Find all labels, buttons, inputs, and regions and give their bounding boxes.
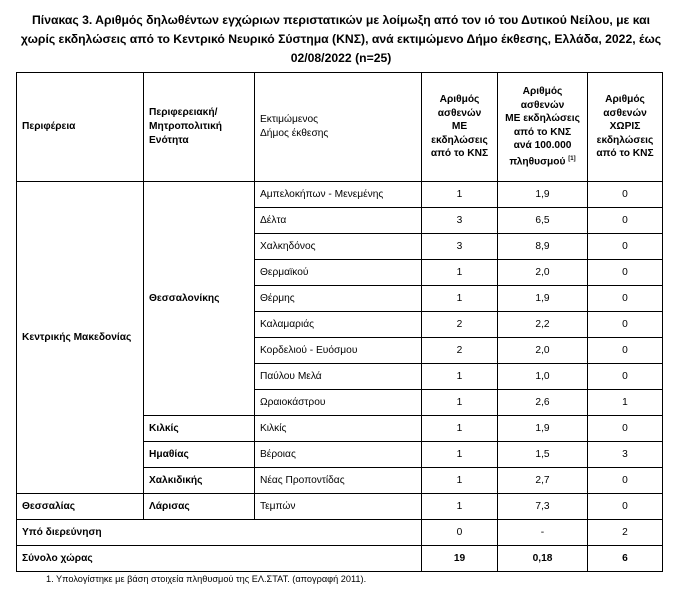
- with-cns-cell: 3: [422, 208, 498, 234]
- header-rate: Αριθμός ασθενών ΜΕ εκδηλώσεις από το ΚΝΣ ανά 100.000 πληθυσμού [1]: [498, 73, 588, 182]
- municipality-cell: Νέας Προποντίδας: [255, 468, 422, 494]
- municipality-cell: Δέλτα: [255, 208, 422, 234]
- without-cns-cell: 0: [588, 234, 663, 260]
- footnote: 1. Υπολογίστηκε με βάση στοιχεία πληθυσμού της ΕΛ.ΣΤΑΤ. (απογραφή 2011).: [46, 574, 367, 584]
- with-cns-cell: 1: [422, 260, 498, 286]
- municipality-cell: Χαλκηδόνος: [255, 234, 422, 260]
- rate-cell: 2,2: [498, 312, 588, 338]
- without-cns-cell: 0: [588, 286, 663, 312]
- without-cns-cell: 0: [588, 260, 663, 286]
- without-cns-cell: 0: [588, 468, 663, 494]
- unit-cell: Θεσσαλονίκης: [144, 182, 255, 416]
- without-cns-cell: 0: [588, 494, 663, 520]
- without-cns-cell: 0: [588, 312, 663, 338]
- total-without-cns: 6: [588, 546, 663, 572]
- footnote-ref: [1]: [568, 155, 576, 162]
- rate-cell: 1,9: [498, 182, 588, 208]
- total-row: [17, 546, 663, 572]
- rate-cell: 7,3: [498, 494, 588, 520]
- header-unit: Περιφερειακή/ Μητροπολιτική Ενότητα: [144, 73, 255, 182]
- without-cns-cell: 0: [588, 364, 663, 390]
- header-without-cns: Αριθμός ασθενών ΧΩΡΙΣ εκδηλώσεις από το ΚΝΣ: [588, 73, 663, 182]
- municipality-cell: Καλαμαριάς: [255, 312, 422, 338]
- header-municipality: Εκτιμώμενος Δήμος έκθεσης: [255, 73, 422, 182]
- with-cns-cell: 0: [422, 520, 498, 546]
- rate-cell: 2,6: [498, 390, 588, 416]
- municipality-cell: Αμπελοκήπων - Μενεμένης: [255, 182, 422, 208]
- municipality-cell: Κιλκίς: [255, 416, 422, 442]
- with-cns-cell: 1: [422, 416, 498, 442]
- with-cns-cell: 1: [422, 442, 498, 468]
- municipality-cell: Κορδελιού - Ευόσμου: [255, 338, 422, 364]
- without-cns-cell: 1: [588, 390, 663, 416]
- municipality-cell: Βέροιας: [255, 442, 422, 468]
- rate-cell: 1,5: [498, 442, 588, 468]
- with-cns-cell: 1: [422, 364, 498, 390]
- with-cns-cell: 1: [422, 182, 498, 208]
- under-investigation-label: Υπό διερεύνηση: [17, 520, 422, 546]
- with-cns-cell: 1: [422, 390, 498, 416]
- with-cns-cell: 1: [422, 468, 498, 494]
- municipality-cell: Τεμπών: [255, 494, 422, 520]
- rate-cell: 1,0: [498, 364, 588, 390]
- header-row: [17, 73, 663, 182]
- without-cns-cell: 0: [588, 338, 663, 364]
- without-cns-cell: 2: [588, 520, 663, 546]
- without-cns-cell: 0: [588, 208, 663, 234]
- data-table: [16, 72, 663, 572]
- region-cell: Θεσσαλίας: [17, 494, 144, 520]
- rate-cell: 1,9: [498, 416, 588, 442]
- rate-cell: 6,5: [498, 208, 588, 234]
- without-cns-cell: 3: [588, 442, 663, 468]
- table-row: [17, 494, 663, 520]
- municipality-cell: Θέρμης: [255, 286, 422, 312]
- with-cns-cell: 1: [422, 286, 498, 312]
- unit-cell: Χαλκιδικής: [144, 468, 255, 494]
- region-cell: Κεντρικής Μακεδονίας: [17, 182, 144, 494]
- total-rate: 0,18: [498, 546, 588, 572]
- with-cns-cell: 2: [422, 338, 498, 364]
- with-cns-cell: 3: [422, 234, 498, 260]
- rate-cell: 1,9: [498, 286, 588, 312]
- with-cns-cell: 1: [422, 494, 498, 520]
- table-row: [17, 182, 663, 208]
- municipality-cell: Ωραιοκάστρου: [255, 390, 422, 416]
- table-title: Πίνακας 3. Αριθμός δηλωθέντων εγχώριων περιστατικών με λοίμωξη από τον ιό του Δυτικού Νείλου, με και χωρίς εκδηλώσεις από το Κεντρικό Νευρικό Σύστημα (ΚΝΣ), ανά εκτιμώμενο Δήμο έκθεσης, Ελλάδα, 2022, έως 02/08/2022 (n=25): [20, 13, 662, 65]
- without-cns-cell: 0: [588, 182, 663, 208]
- rate-cell: 2,7: [498, 468, 588, 494]
- unit-cell: Ημαθίας: [144, 442, 255, 468]
- without-cns-cell: 0: [588, 416, 663, 442]
- header-with-cns: Αριθμός ασθενών ΜΕ εκδηλώσεις από το ΚΝΣ: [422, 73, 498, 182]
- total-with-cns: 19: [422, 546, 498, 572]
- rate-cell: 2,0: [498, 260, 588, 286]
- unit-cell: Κιλκίς: [144, 416, 255, 442]
- under-investigation-row: [17, 520, 663, 546]
- rate-cell: -: [498, 520, 588, 546]
- municipality-cell: Θερμαϊκού: [255, 260, 422, 286]
- total-label: Σύνολο χώρας: [17, 546, 422, 572]
- rate-cell: 2,0: [498, 338, 588, 364]
- municipality-cell: Παύλου Μελά: [255, 364, 422, 390]
- header-region: Περιφέρεια: [17, 73, 144, 182]
- with-cns-cell: 2: [422, 312, 498, 338]
- unit-cell: Λάρισας: [144, 494, 255, 520]
- rate-cell: 8,9: [498, 234, 588, 260]
